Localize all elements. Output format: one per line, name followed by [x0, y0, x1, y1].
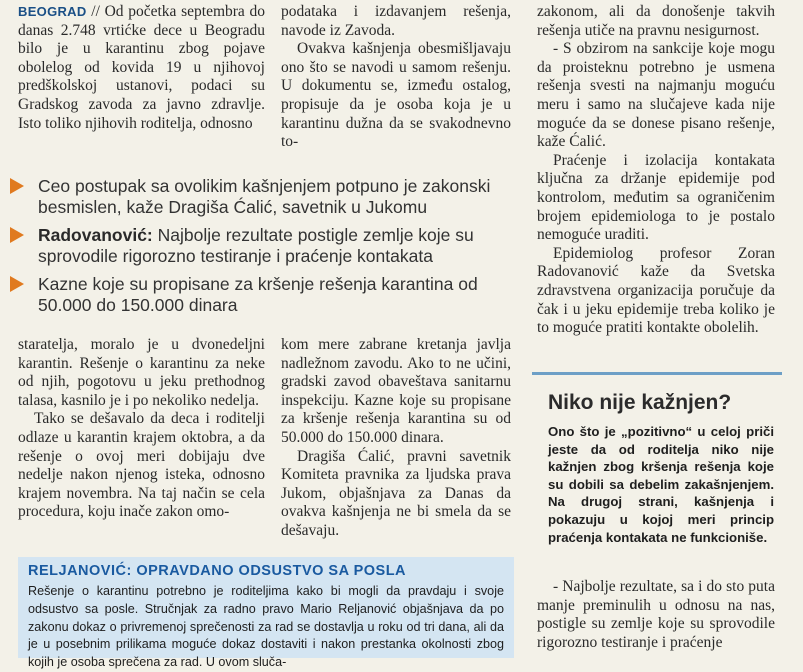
orange-triangle-icon	[10, 276, 24, 292]
mid-col2-p1: kom mere zabrane kretanja javlja nadležnom zavodu. Ako to ne učini, gradski zavod obaveštava sanitarnu inspekciju. Kazne koje su propisane za kršenje rešenja karantina su od 50.000 do 150.000 dinara.	[281, 336, 511, 446]
right-bottom-col	[537, 578, 775, 652]
mid-col-2	[281, 336, 511, 541]
mid-col1-p1: staratelja, moralo je u dvonedeljni karantin. Rešenje o karantinu za neke od njih, pogotovu u jeku prethodnog talasa, kasnilo je i po nekoliko nedelja.	[18, 336, 265, 409]
right-p1: zakonom, ali da donošenje takvih rešenja utiče na pravnu nesigurnost.	[537, 3, 775, 39]
bottom-box-title	[28, 563, 406, 579]
bottom-box-title-what: OPRAVDANO ODSUSTVO SA POSLA	[131, 563, 407, 579]
highlight-2-text: Najbolje rezultate postigle zemlje koje su sprovodile rigorozno testiranje i praćenje kontakata	[38, 225, 474, 266]
right-p2: - S obzirom na sankcije koje mogu da proisteknu potrebno je usmena rešenja svesti na najmanju moguću meru i samo na slučajeve kada nije moguće da se donese pisano rešenje, kaže Ćalić.	[537, 40, 775, 151]
highlight-1-text: Ceo postupak sa ovolikim kašnjenjem potpuno je zakonski besmislen, kaže Dragiša Ćalić, savetnik u Jukomu	[38, 176, 491, 217]
lead-text: Od početka septembra do danas 2.748 vrtićke dece u Beogradu bilo je u karantinu zbog pojave obolelog od kovida 19 u njihovoj predškolskoj ustanovi, podaci su Gradskog zavoda za javno zdravlje. Isto toliko njihovih roditelja, odnosno	[18, 3, 265, 132]
lead-col2-p1: podataka i izdavanjem rešenja, navode iz Zavoda.	[281, 3, 511, 39]
right-p3: Praćenje i izolacija kontakata ključna za držanje epidemije pod kontrolom, međutim sa ograničenim brojem epidemiologa to je postalo nemoguće uraditi.	[537, 151, 775, 244]
orange-triangle-icon	[10, 178, 24, 194]
right-col	[537, 3, 775, 338]
bottom-box-title-who: RELJANOVIĆ:	[28, 563, 132, 579]
highlight-3	[10, 274, 518, 316]
mid-col-1	[18, 336, 265, 522]
bottom-box	[18, 557, 514, 670]
highlight-3-text: Kazne koje su propisane za kršenje rešenja karantina od 50.000 do 150.000 dinara	[38, 274, 478, 315]
highlights	[0, 0, 520, 320]
highlight-2	[10, 225, 518, 267]
sidebar-text: Ono što je „pozitivno“ u celoj priči jeste da od roditelja niko nije kažnjen zbog kršenja rešenja koje su dobili sa debelim zakašnjenjem. Na drugoj strani, kašnjenja i pokazuju u kojoj meri princip praćenja kontakata ne funkcioniše.	[548, 424, 774, 545]
sidebar-box	[532, 372, 782, 560]
mid-col2-p2: Dragiša Ćalić, pravni savetnik Komiteta pravnika za ljudska prava Jukom, objašnjava za Danas da ovakva kašnjenja ne bi smela da se dešavaju.	[281, 447, 511, 539]
bottom-box-text: Rešenje o karantinu potrebno je roditeljima kako bi mogli da pravdaju i svoje odsustvo sa posle. Stručnjak za radno pravo Mario Reljanović objašnjava da po zakonu dokaz o privremenoj sprečenosti za rad se dostavlja u roku od tri dana, ali da je u posebnim prilikama moguće dokaz dostaviti i nakon prestanka okolnosti zbog kojih je osoba sprečena za rad. U ovom sluča-	[28, 584, 504, 670]
lead-col2-p2: Ovakva kašnjenja obesmišljavaju ono što se navodi u samom rešenju. U dokumentu se, između ostalog, propisuje da je osoba koja je u karantinu dužna da se svakodnevno to-	[281, 40, 511, 151]
right-p4: Epidemiolog profesor Zoran Radovanović kaže da Svetska zdravstvena organizacija poručuje da čak i u jeku epidemije treba koliko je to moguće pratiti kontakte obolelih.	[537, 244, 775, 337]
dateline: BEOGRAD	[18, 4, 87, 19]
right-bottom-text: - Najbolje rezultate, sa i do sto puta manje preminulih u odnosu na nas, postigle su zemlje koje su sprovodile rigorozno testiranje i praćenje	[537, 578, 775, 651]
orange-triangle-icon	[10, 227, 24, 243]
mid-col1-p2: Tako se dešavalo da deca i roditelji odlaze u karantin krajem oktobra, a da rešenje o ovoj meri dobijaju dve nedelje nakon njenog isteka, odnosno krajem novembra. Na taj način se cela procedura, koju inače zakon omo-	[18, 410, 265, 521]
highlight-2-bold: Radovanović:	[38, 225, 153, 245]
sidebar-title: Niko nije kažnjen?	[548, 391, 732, 414]
dateline-separator: //	[86, 3, 105, 20]
highlight-1	[10, 176, 518, 218]
